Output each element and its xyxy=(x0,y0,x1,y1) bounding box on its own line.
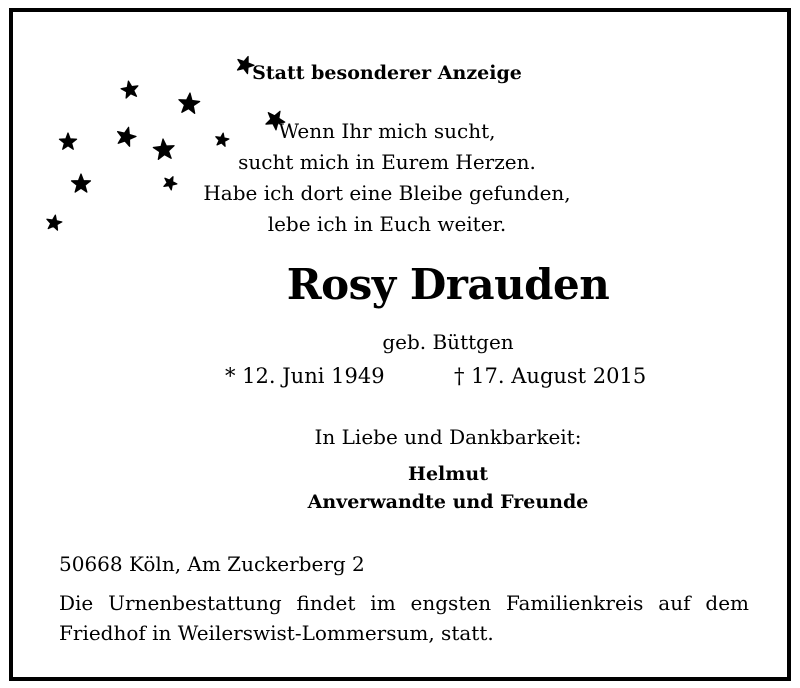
born-name: geb. Büttgen xyxy=(382,330,514,354)
signers xyxy=(61,460,800,516)
poem-line: sucht mich in Eurem Herzen. xyxy=(238,150,536,174)
star-icon xyxy=(179,93,200,113)
notice-header: Statt besonderer Anzeige xyxy=(252,62,522,84)
funeral-line: Die Urnenbestattung findet im engsten Familienkreis auf dem xyxy=(59,591,749,615)
thanks-line: In Liebe und Dankbarkeit: xyxy=(314,425,582,449)
star-icon xyxy=(72,174,91,192)
poem-line: Wenn Ihr mich sucht, xyxy=(278,119,496,143)
obituary-notice xyxy=(9,8,791,681)
funeral-info xyxy=(59,588,749,648)
poem-line: Habe ich dort eine Bleibe gefunden, xyxy=(203,181,571,205)
address: 50668 Köln, Am Zuckerberg 2 xyxy=(59,552,365,576)
signer: Helmut xyxy=(408,463,488,485)
funeral-line: Friedhof in Weilerswist-Lommersum, statt. xyxy=(59,621,494,645)
signer: Anverwandte und Freunde xyxy=(307,491,589,513)
star-icon xyxy=(47,215,62,230)
birth-date: * 12. Juni 1949 xyxy=(225,364,385,388)
star-icon xyxy=(59,133,76,149)
deceased-name: Rosy Drauden xyxy=(286,260,610,309)
death-date: † 17. August 2015 xyxy=(454,364,647,388)
poem xyxy=(113,116,661,240)
poem-line: lebe ich in Euch weiter. xyxy=(267,212,507,236)
